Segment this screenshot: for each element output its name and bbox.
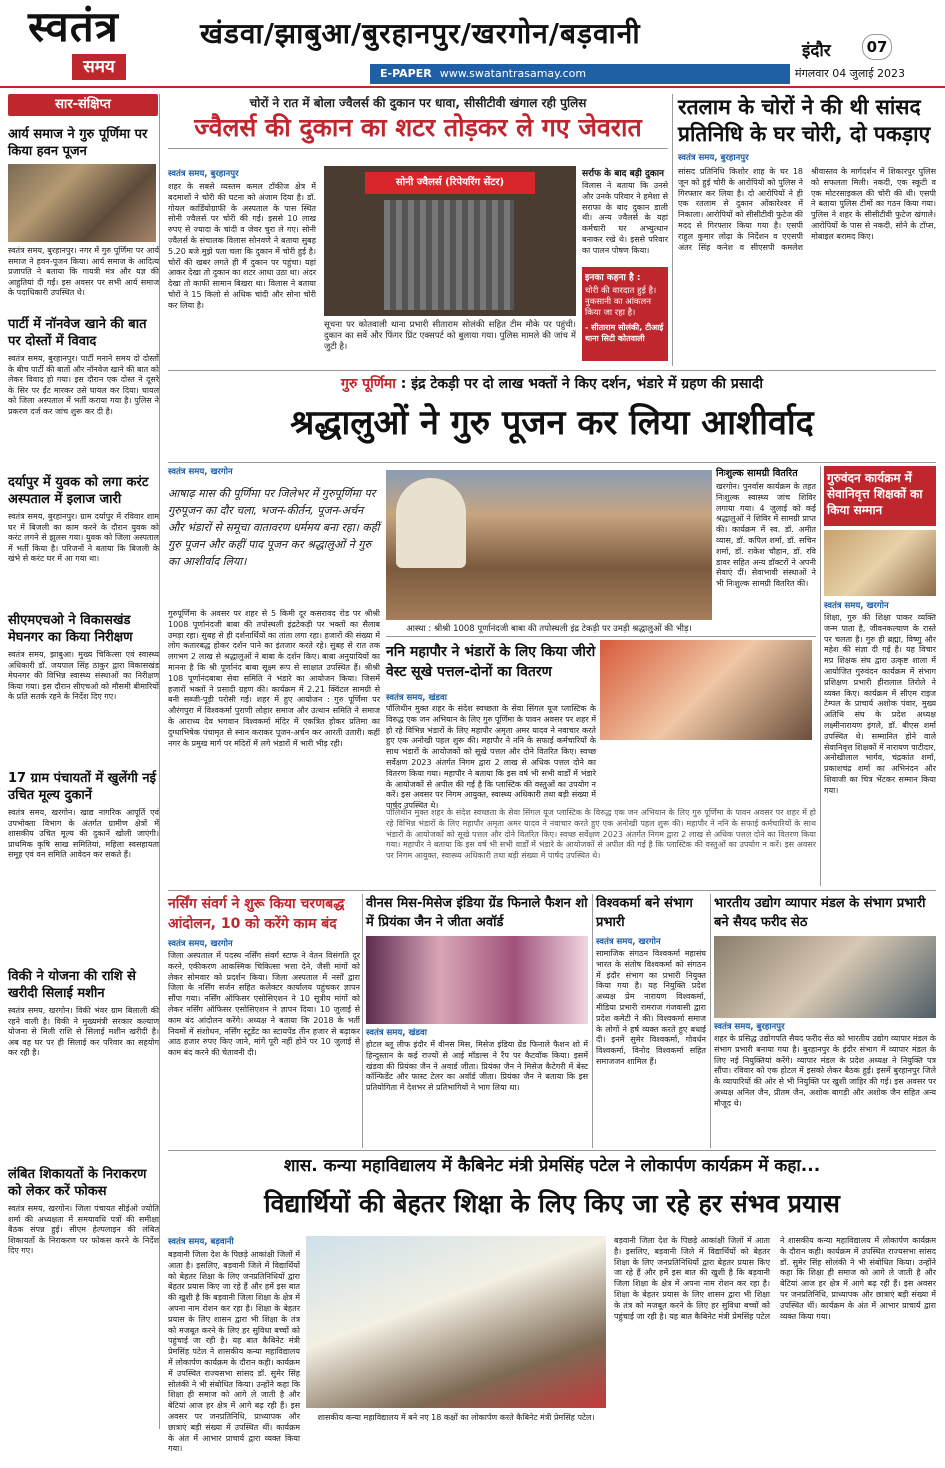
sar-photo-havan <box>8 164 156 242</box>
byline: स्वतंत्र समय, खरगोन <box>168 939 233 949</box>
divider <box>362 894 363 1148</box>
photo-caption: शासकीय कन्या महाविद्यालय में बने नए 18 कक्षों का लोकार्पण करते कैबिनेट मंत्री प्रेमसिंह पटेल। <box>317 1413 595 1422</box>
divider <box>592 894 593 1148</box>
sar-text: स्वतंत्र समय, खरगोन। विकी भंवर ग्राम बिलाली की रहने वाली है। विकी ने मुख्यमंत्री सरकार कल्याण योजना से मिली राशि से सिलाई मशीन खरीदी है। अब वह घर पर ही सिलाई कर परिवार का सहयोग कर रही है। <box>8 1006 159 1057</box>
sidebox-text: विलास ने बताया कि उनसे और उनके परिवार ने हमेशा से सराफा के बाद दुकान डाली थी। अन्य ज्वैलर्स के यहां कर्मचारी घर अभ्युत्थान बनाकर रखे थे। इससे परिवार का पालन पोषण किया। <box>582 181 668 255</box>
box-text: खरगोन। पुनर्वास कार्यक्रम के तहत निःशुल्क स्वास्थ्य जांच शिविर लगाया गया। 4 जुलाई को कई श्रद्धालुओं ने शिविर में सामग्री प्राप्त की। कार्यक्रम में स्व. डॉ. अमीत व्यास, डॉ. कपिल शर्मा, डॉ. सचिन शर्मा, डॉ. राकेश चौहान, डॉ. रवि डावर सहित अन्य डॉक्टरों ने अपनी सेवाएं दीं। सेवाभावी संस्थाओं ने भी निःशुल्क सामग्री वितरित की। <box>716 482 816 589</box>
story-headline: रतलाम के चोरों ने की थी सांसद प्रतिनिधि के घर चोरी, दो पकड़ाए <box>678 95 931 146</box>
page-number: 07 <box>862 34 892 60</box>
story-text-continued: बड़वानी जिला देश के पिछड़े आकांक्षी जिलों में आता है। इसलिए, बड़वानी जिले में विद्यार्थियों को बेहतर शिक्षा के लिए जनप्रतिनिधियों द्वारा बेहतर प्रयास किए जा रहे हैं और हमें इस बात की खुशी है कि बड़वानी जिला शिक्षा के क्षेत्र में अपना नाम रोशन कर रहा है। शिक्षा के बेहतर प्रयास के लिए शासन द्वारा भी शिक्षा के तंत्र को मजबूत करने के लिए हर सुविधा बच्चों को पहुंचाई जा रही है। यह बात कैबिनेट मंत्री प्रेमसिंह पटेल ने शासकीय कन्या महाविद्यालय में लोकार्पण कार्यक्रम के दौरान कही। कार्यक्रम में उपस्थित राज्यसभा सांसद डॉ. सुमेर सिंह सोलंकी ने भी संबोधित किया। उन्होंने कहा कि शिक्षा ही समाज को आगे ले जाती है और बेटियां आज हर क्षेत्र में आगे बढ़ रही हैं। इस अवसर पर जनप्रतिनिधि, प्राध्यापक और छात्राएं बड़ी संख्या में उपस्थित थीं। कार्यक्रम के अंत में आभार प्राचार्य द्वारा व्यक्त किया गया। <box>614 1236 936 1321</box>
quote-by: - सीताराम सोलंकी, टीआई थाना सिटी कोतवाली <box>585 323 664 343</box>
story-college-body <box>168 1236 936 1454</box>
issue-date: मंगलवार 04 जुलाई 2023 <box>795 67 906 80</box>
divider <box>168 370 936 371</box>
idol-shape <box>396 478 466 568</box>
sidebox <box>582 166 668 366</box>
sar-headline: सीएमएचओ ने विकासखंड मेघनगर का किया निरीक्षण <box>8 613 133 645</box>
story-text: शहर के प्रसिद्ध उद्योगपति सैयद फरीद सेठ को भारतीय उद्योग व्यापार मंडल के संभाग प्रभारी बनाया गया है। बुरहानपुर के इंदौर संभाग में व्यापार मंडल के लिए नई नियुक्तियां करेंगे। व्यापार मंडल के प्रदेश अध्यक्ष ने नियुक्ति पत्र सौंपा। रविवार को एक होटल में इसको लेकर बैठक हुई। इसमें बुरहानपुर जिले के व्यापारियों की ओर से भी नियुक्ति पर खुशी जाहिर की गई। इस अवसर पर अध्यक्ष अनिल जैन, प्रीतम जैन, अशोक बागड़ी और अशोक जैन सहित अन्य मौजूद थे। <box>714 1034 936 1108</box>
divider <box>710 894 711 1148</box>
city-name: इंदौर <box>802 41 831 61</box>
story-jewellers <box>168 94 668 366</box>
story-headline: श्रद्धालुओं ने गुरु पूजन कर लिया आशीर्वाद <box>290 403 814 443</box>
byline: स्वतंत्र समय, खंडवा <box>366 1028 427 1038</box>
felicitation-photo <box>824 530 936 596</box>
story-nursing <box>168 894 360 1148</box>
byline: स्वतंत्र समय, खंडवा <box>386 693 447 703</box>
sar-headline: पार्टी में नॉनवेज खाने की बात पर दोस्तों में विवाद <box>8 317 147 349</box>
crowd-photo <box>386 470 712 620</box>
logo-sub: समय <box>72 54 126 80</box>
story-text-continued: पॉलिथीन मुक्त शहर के संदेश स्वच्छता के सेवा सिंगल यूज प्लास्टिक के विरुद्ध एक जन अभियान के लिए गुरु पूर्णिमा के पावन अवसर पर शहर में हो रहे विभिन्न भंडारों के लिए महापौर अमृता अमर यादव ने नवाचार करते हुए एक अनोखी पहल शुरू की। महापौर ने ननि के सफाई कर्मचारियों के साथ भंडारों के आयोजकों को सूखे पत्तल और दोने वितरित किए। स्वच्छ सर्वेक्षण 2023 अंतर्गत निगम द्वारा 2 लाख से अधिक पत्तल दोने का वितरण किया गया। महापौर ने बताया कि इस वर्ष भी सभी वार्डों में भंडारे के आयोजकों से अपील की गई है कि प्लास्टिक की वस्तुओं का उपयोग न करें। इस अवसर पर निगम आयुक्त, स्वास्थ्य अधिकारी तथा बड़ी संख्या में पार्षद उपस्थित थे। <box>386 808 816 861</box>
kicker-text: : इंद्र टेकड़ी पर दो लाख भक्तों ने किए दर्शन, भंडारे में ग्रहण की प्रसादी <box>400 376 763 392</box>
sar-text: स्वतंत्र समय, झाबुआ। मुख्य चिकित्सा एवं स्वास्थ्य अधिकारी डॉ. जयपाल सिंह ठाकुर द्वारा विकासखंड मेघनगर की विभिन्न स्वास्थ्य संस्थाओं का निरीक्षण किया गया। इस दौरान सीएचओ को मौसमी बीमारियों के प्रति सतर्क रहने के निर्देश दिए गए। <box>8 650 159 701</box>
sar-headline: दर्यापुर में युवक को लगा करंट अस्पताल में इलाज जारी <box>8 475 149 507</box>
free-material-box <box>716 466 816 626</box>
story-fashion <box>366 894 588 1148</box>
byline: स्वतंत्र समय, बुरहानपुर <box>714 1022 785 1032</box>
story-text: होटल ब्लू लीफ इंदौर में वीनस मिस, मिसेज इंडिया ग्रेंड फिनाले फैशन शो में हिन्दुस्तान के कई राज्यों से आई मॉडल्स ने रैंप पर कैटवॉक किया। इसमें खंडवा की प्रियंका जैन ने अवार्ड जीता। प्रियंका जैन ने मिसेज कैटेगरी में बेस्ट कॉन्फिडेंट और फास्ट टेलर का अवॉर्ड जीता। प्रियंका जैन ने बताया कि इस प्रतियोगिता में देशभर से प्रतिभागियों ने भाग लिया था। <box>366 1040 588 1093</box>
story-headline: विद्यार्थियों की बेहतर शिक्षा के लिए किए जा रहे हर संभव प्रयास <box>264 1189 840 1218</box>
story-kicker <box>168 374 936 394</box>
epaper-label: E-PAPER <box>380 67 432 80</box>
sar-text: स्वतंत्र समय, खरगोन। खाद्य नागरिक आपूर्ति एवं उपभोक्ता विभाग के अंतर्गत ग्रामीण क्षेत्रों में शासकीय उचित मूल्य की दुकानें खोली जाएंगी। प्राथमिक कृषि साख समितियां, महिला स्वसहायता समूह एवं वन समिति आवेदन कर सकते हैं। <box>8 808 159 859</box>
box-head: निःशुल्क सामग्री वितरित <box>716 468 798 479</box>
story-guruvandan <box>824 466 936 886</box>
masthead <box>0 0 945 88</box>
byline: स्वतंत्र समय, खरगोन <box>596 937 661 947</box>
quote-label: इनका कहना है : <box>585 273 641 283</box>
divider <box>168 1150 936 1151</box>
story-text: बड़वानी जिला देश के पिछड़े आकांक्षी जिलों में आता है। इसलिए, बड़वानी जिले में विद्यार्थियों को बेहतर शिक्षा के लिए जनप्रतिनिधियों द्वारा बेहतर प्रयास किए जा रहे हैं और हमें इस बात की खुशी है कि बड़वानी जिला शिक्षा के क्षेत्र में अपना नाम रोशन कर रहा है। शिक्षा के बेहतर प्रयास के लिए शासन द्वारा भी शिक्षा के तंत्र को मजबूत करने के लिए हर सुविधा बच्चों को पहुंचाई जा रही है। यह बात कैबिनेट मंत्री प्रेमसिंह पटेल ने शासकीय कन्या महाविद्यालय में लोकार्पण कार्यक्रम के दौरान कही। कार्यक्रम में उपस्थित राज्यसभा सांसद डॉ. सुमेर सिंह सोलंकी ने भी संबोधित किया। उन्होंने कहा कि शिक्षा ही समाज को आगे ले जाती है और बेटियां आज हर क्षेत्र में आगे बढ़ रही हैं। इस अवसर पर जनप्रतिनिधि, प्राध्यापक और छात्राएं बड़ी संख्या में उपस्थित थीं। कार्यक्रम के अंत में आभार प्राचार्य द्वारा व्यक्त किया गया। <box>168 1250 301 1454</box>
story-text: शिक्षा, गुरु की शिक्षा पाकर व्यक्ति जन्म पाता है, जीवनकल्याण के रास्ते पर चलता है। गुरु ही ब्रह्मा, विष्णु और महेश की संज्ञा दी गई है। यह विचार मप्र शिक्षक संघ द्वारा उत्कृष्ट शाला में आयोजित गुरुवंदन कार्यक्रम में संभाग प्रशिक्षण प्रभारी हीरालाल तिरोले ने व्यक्त किए। कार्यक्रम में सीएम राइज टेम्पल के प्राचार्य अशोक पंवार, मुख्य अतिथि संघ के प्रदेश अध्यक्ष लक्ष्मीनारायण इंगले, डॉ. बीएस शर्मा उपस्थित थे। सम्मानित होने वाले सेवानिवृत्त शिक्षकों में नारायण पाटीदार, अनोखीलाल भार्गव, चंद्रकांत शर्मा, प्रकाशचंद्र शर्मा का अभिनंदन और शिवाजी का चित्र भेंटकर सम्मान किया गया। <box>824 613 936 795</box>
story-ratlam <box>678 94 936 366</box>
sar-header: सार-संक्षिप्त <box>8 94 158 116</box>
divider <box>672 94 673 366</box>
divider <box>168 890 936 891</box>
divider <box>168 148 668 149</box>
fashion-photo <box>366 936 588 1024</box>
sar-text: स्वतंत्र समय, खरगोन। जिला पंचायत सीईओ ज्योति शर्मा की अध्यक्षता में समयावधि पत्रों की समीक्षा बैठक संपन्न हुई। सीएम हेल्पलाइन की लंबित शिकायतों के निराकरण पर फोकस करने के निर्देश दिए गए। <box>8 1204 159 1255</box>
divider <box>168 462 936 463</box>
sar-headline: लंबित शिकायतों के निराकरण को लेकर करें फोकस <box>8 1167 147 1199</box>
story-gurupurnima-left <box>168 466 380 886</box>
divider <box>386 636 816 637</box>
story-text: शहर के सबसे व्यस्तम कमल टॉकीज क्षेत्र में बदमाशों ने चोरी की घटना को अंजाम दिया है। डॉ. गोयल कार्डियोग्राफी के अस्पताल के पास स्थित सोनी ज्वैलर्स पर चोरी की गई। इससे 10 लाख रुपए से ज्यादा के चांदी व जेवर चुरा ले गए। सोनी ज्वैलर्स के संचालक विलास सोनवणे ने बताया सुबह 5.20 बजे मुझे पता चला कि दुकान में चोरी हुई है। चोरों की खबर लगते ही मैं दुकान पर पहुंचा। यहां आकर देखा तो दुकान का शटर आधा उठा था। अंदर देखा तो काफी सामान बिखरा था। विलास ने बताया चोरों ने 15 किलो से अधिक चांदी और सोना चोरी कर लिया है। <box>168 182 316 310</box>
sar-headline: विकी ने योजना की राशि से खरीदी सिलाई मशीन <box>8 969 136 1001</box>
story-text: जिला अस्पताल में पदस्थ नर्सिंग संवर्ग स्टाफ ने वेतन विसंगति दूर करने, एकीकरण आकस्मिक चिकित्सा भत्ता देने, जैसी मांगों को लेकर सोमवार को प्रदर्शन किया। जिला अस्पताल में नर्सों द्वारा जिला के नर्सिंग सर्जन सहित कलेक्टर कार्यालय पहुंचकर ज्ञापन सौंपा गया। नर्सिंग ऑफिसर एसोसिएशन ने 10 सूत्रीय मांगों को लेकर नर्सिंग ऑफिसर एसोसिएशन ने ज्ञापन दिया। 10 जुलाई से काम बंद आंदोलन करेंगे। अध्यक्ष ने बताया कि 2018 के भर्ती नियमों में संशोधन, नर्सिंग स्टूडेंट का स्टायपेंड तीन हजार से बढ़ाकर आठ हजार रुपए किए जाने, मांगें पूरी नहीं होने पर 10 जुलाई से काम बंद करने की चेतावनी दी। <box>168 951 360 1058</box>
logo-main: स्वतंत्र <box>28 2 119 51</box>
story-kicker: शास. कन्या महाविद्यालय में कैबिनेट मंत्री प्रेमसिंह पटेल ने लोकार्पण कार्यक्रम में कहा... <box>283 1156 821 1176</box>
shutter <box>384 200 514 310</box>
story-vyapar <box>714 894 936 1148</box>
story-vishwakarma <box>596 894 706 1148</box>
story-headline: ज्वैलर्स की दुकान का शटर तोड़कर ले गए जेवरात <box>194 113 642 142</box>
photo-caption: सूचना पर कोतवाली थाना प्रभारी सीताराम सोलंकी सहित टीम मौके पर पहुंची। दुकान का सर्वे और फिंगर प्रिंट एक्सपर्ट को बुलाया गया। पुलिस मामले की जांच में जुटी है। <box>324 320 576 352</box>
sidebox-head: सर्राफ के बाद बड़ी दुकान <box>582 169 665 179</box>
story-headline: नर्सिंग संवर्ग ने शुरू किया चरणबद्ध आंदोलन, 10 को करेंगे काम बंद <box>168 896 345 932</box>
story-kicker: चोरों ने रात में बोला ज्वैलर्स की दुकान पर धावा, सीसीटीवी खंगाल रही पुलिस <box>249 96 587 110</box>
photo-caption: आस्था : श्रीश्री 1008 पूर्णानंदजी बाबा की तपोस्थली इंद्र टेकड़ी पर उमड़ी श्रद्धालुओं की भीड़। <box>406 624 692 634</box>
story-text: गुरुपूर्णिमा के अवसर पर शहर से 5 किमी दूर कसरावद रोड पर श्रीश्री 1008 पूर्णानंदजी बाबा की तपोस्थली इंद्रटेकड़ी पर भक्तों का सैलाब उमड़ा रहा। सुबह से ही दर्शनार्थियों का तांता लगा रहा। हजारों की संख्या में लोग कतारबद्ध होकर दर्शन पाने का इंतजार करते रहे। सुबह से रात तक लगभग 2 लाख से श्रद्धालुओं ने बाबा के दर्शन किए। बाबा अनुयायियों का मानना है कि श्री पूर्णानंद बाबा सूक्ष्म रूप से साक्षात उपस्थित हैं। श्रीश्री 108 पूर्णानंदबाबा सेवा समिति ने भंडारे का आयोजन किया। जिसमें हजारों भक्तों ने प्रसादी ग्रहण की। कार्यक्रम में 2.21 क्विंटल सामग्री से बनी सब्जी-पूड़ी परोसी गई। शहर में हुए आयोजन : गुरु पूर्णिमा पर औरंगपुरा में विश्वकर्मा पुराणी लोहार समाज और उत्थान समिति ने समाज के आराध्य देव भगवान विश्वकर्मा मंदिर में एकत्रित होकर प्रतिमा का दुग्धाभिषेक पंचामृत से स्नान कराकर पूजन-अर्चन कर आरती उतारी। कहीं नगर के प्रमुख मार्ग पर मंदिरों में लगे भंडारों में भारी भीड़ रही। <box>168 609 380 748</box>
sar-headline: 17 ग्राम पंचायतों में खुलेंगी नई उचित मूल्य दुकानें <box>8 771 157 803</box>
story-intro: आषाढ़ मास की पूर्णिमा पर जिलेभर में गुरुपूर्णिमा पर गुरुपूजन का दौर चला, भजन-कीर्तन, पूजन-अर्चन और भंडारों से समूचा वातावरण धर्ममय बना रहा। कहीं गुरु पूजन और कहीं पाद पूजन कर श्रद्धालुओं ने गुरु का आशीर्वाद लिया। <box>168 487 380 568</box>
quote-text: चोरी की वारदात हुई है। नुकसानी का आंकलन किया जा रहा है। <box>585 286 657 318</box>
kicker-label: गुरु पूर्णिमा <box>341 376 396 392</box>
story-gurupurnima-head <box>168 374 936 464</box>
sar-column <box>8 94 160 1429</box>
mayor-photo <box>600 640 812 740</box>
story-headline: गुरुवंदन कार्यक्रम में सेवानिवृत्त शिक्षकों का किया सम्मान <box>824 466 936 526</box>
sar-headline: आर्य समाज ने गुरु पूर्णिमा पर किया हवन पूजन <box>8 127 148 159</box>
website-link[interactable]: www.swatantrasamay.com <box>439 67 587 80</box>
quote-box <box>582 267 668 361</box>
inauguration-photo <box>306 1236 606 1408</box>
divider <box>820 466 821 886</box>
group-photo <box>714 936 936 1018</box>
byline: स्वतंत्र समय, बुरहानपुर <box>678 153 749 163</box>
sar-text: स्वतंत्र समय, बुरहानपुर। ग्राम दर्यापुर में रविवार शाम घर में बिजली का काम करने के दौरान युवक को करंट लगने से झुलस गया। युवक को जिला अस्पताल में भर्ती किया है। परिजनों ने बताया कि बिजली के खंभे से करंट घर में आ गया था। <box>8 512 159 563</box>
story-headline: ननि महापौर ने भंडारों के लिए किया जीरो वेस्ट सूखे पत्तल-दोनों का वितरण <box>386 644 596 680</box>
epaper-bar <box>370 64 790 84</box>
shop-sign: सोनी ज्वैलर्स (रिपेयरिंग सेंटर) <box>365 172 535 194</box>
edition-regions: खंडवा/झाबुआ/बुरहानपुर/खरगोन/बड़वानी <box>200 17 641 50</box>
byline: स्वतंत्र समय, खरगोन <box>824 601 889 611</box>
story-text: सांसद प्रतिनिधि किशोर शाह के घर 18 जून को हुई चोरी के आरोपियों को पुलिस ने गिरफ्तार कर लिया है। दो आरोपियों ने ही एक रतलाम से दुकान ओंकारेश्वर में निकाला। आरोपियों को सीसीटीवी फुटेज की मदद से गिरफ्तार किया गया है। एसपी राहुल कुमार लोढ़ा के निर्देशन व एएसपी अंतर सिंह कनेश व सीएसपी कमलेश श्रीवास्तव के मार्गदर्शन में शिकारपुर पुलिस को सफलता मिली। नकदी, एक स्कूटी व एक मोटरसाइकल की चोरी की थी। एसपी ने बताया पुलिस टीमों का गठन किया गया। पुलिस ने शहर के सीसीटीवी फुटेज खंगाले। आरोपियों के पास से नकदी, सोने के टॉप्स, मोबाइल बरामद किए। <box>678 167 936 252</box>
byline: स्वतंत्र समय, बुरहानपुर <box>168 169 239 179</box>
byline: स्वतंत्र समय, बड़वानी <box>168 1237 234 1247</box>
story-text: पॉलिथीन मुक्त शहर के संदेश स्वच्छता के सेवा सिंगल यूज प्लास्टिक के विरुद्ध एक जन अभियान के लिए गुरु पूर्णिमा के पावन अवसर पर शहर में हो रहे विभिन्न भंडारों के लिए महापौर अमृता अमर यादव ने नवाचार करते हुए एक अनोखी पहल शुरू की। महापौर ने ननि के सफाई कर्मचारियों के साथ भंडारों के आयोजकों को सूखे पत्तल और दोने वितरित किए। स्वच्छ सर्वेक्षण 2023 अंतर्गत निगम द्वारा 2 लाख से अधिक पत्तल दोने का वितरण किया गया। महापौर ने बताया कि इस वर्ष भी सभी वार्डों में भंडारे के आयोजकों से अपील की गई है कि प्लास्टिक की वस्तुओं का उपयोग न करें। इस अवसर पर निगम आयुक्त, स्वास्थ्य अधिकारी तथा बड़ी संख्या में पार्षद उपस्थित थे। <box>386 704 596 811</box>
sar-text: स्वतंत्र समय, बुरहानपुर। नगर में गुरु पूर्णिमा पर आर्य समाज ने हवन-पूजन किया। आर्य समाज के आदित्य प्रजापति ने बताया कि गायत्री मंत्र और यज्ञ की आहुतियां दी गईं। इस अवसर पर सभी आर्य समाज के पदाधिकारी उपस्थित थे। <box>8 246 159 297</box>
story-headline: भारतीय उद्योग व्यापार मंडल के संभाग प्रभारी बने सैयद फरीद सेठ <box>714 896 926 930</box>
story-college-head <box>168 1154 936 1232</box>
story-mayor <box>386 636 816 886</box>
byline: स्वतंत्र समय, खरगोन <box>168 467 233 477</box>
story-headline: वीनस मिस-मिसेज इंडिया ग्रेंड फिनाले फैशन शो में प्रियंका जैन ने जीता अवॉर्ड <box>366 896 588 930</box>
sar-text: स्वतंत्र समय, बुरहानपुर। पार्टी मनाने समय दो दोस्तों के बीच पार्टी की बातों और नॉनवेज खाने की बात को लेकर विवाद हो गया। इस दौरान एक दोस्त ने दूसरे के सिर पर ईंट मारकर उसे घायल कर दिया। घायल को जिला अस्पताल में भर्ती कराया गया है। पुलिस ने प्रकरण दर्ज कर जांच शुरू कर दी है। <box>8 354 159 416</box>
shop-photo <box>324 166 576 316</box>
story-headline: विश्वकर्मा बने संभाग प्रभारी <box>596 896 693 930</box>
story-text: सामाजिक संगठन विश्वकर्मा महासंघ भारत के संतोष विश्वकर्मा को संगठन में इंदौर संभाग का प्रभारी नियुक्त किया गया है। यह नियुक्ति प्रदेश अध्यक्ष प्रेम नारायण विश्वकर्मा, मीडिया प्रभारी रामराज गंजवासी द्वारा प्रदेश कमेटी ने की। विश्वकर्मा समाज के लोगों ने हर्ष व्यक्त करते हुए बधाई दी। इनमें सुमेर विश्वकर्मा, गोवर्धन विश्वकर्मा, विनोद विश्वकर्मा सहित समाजजन शामिल हैं। <box>596 949 706 1066</box>
